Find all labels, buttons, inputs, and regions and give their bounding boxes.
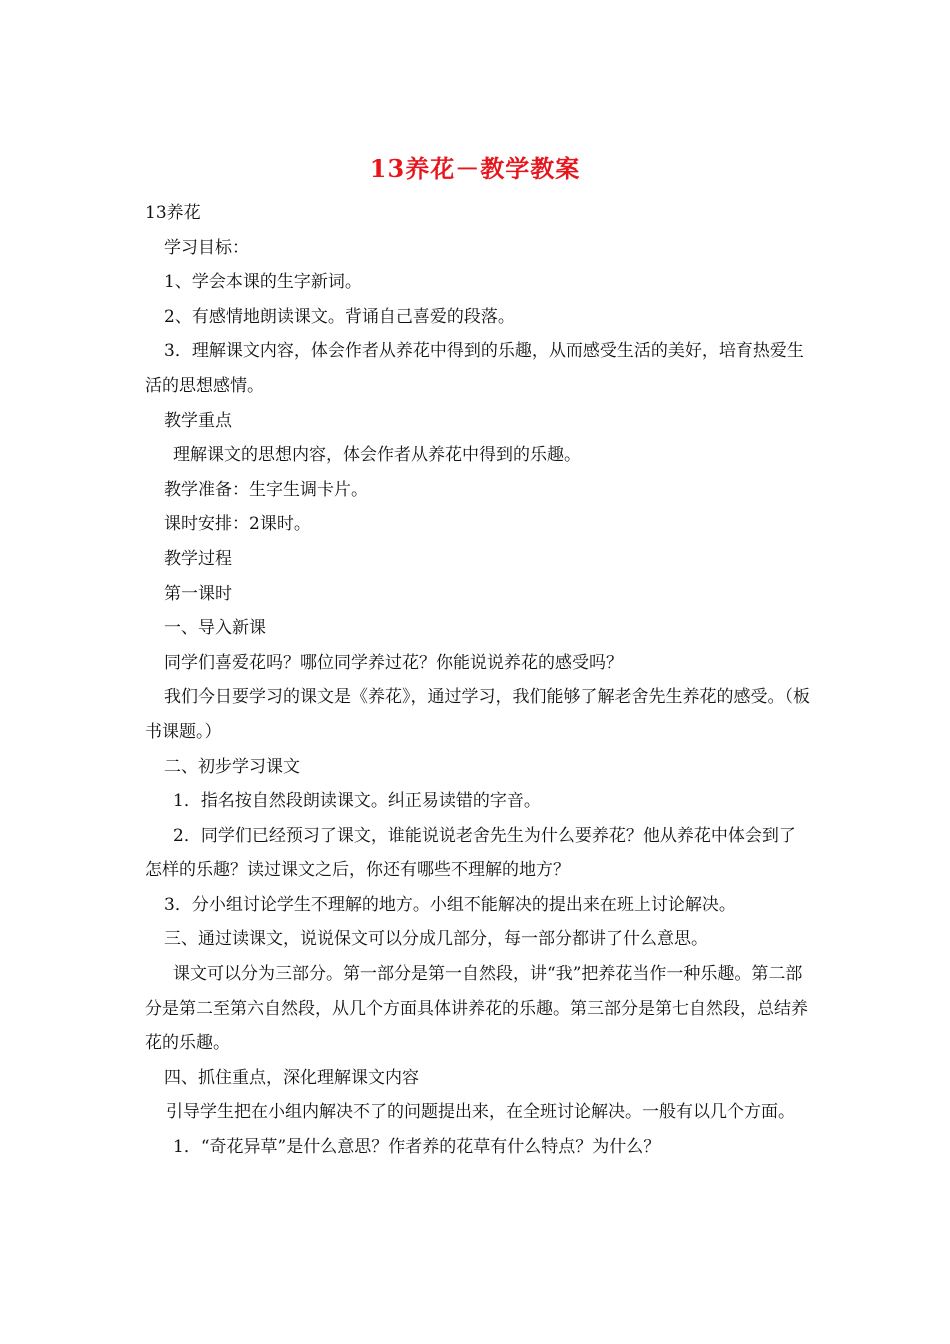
paragraph-section-4-item-1: 1．“奇花异草”是什么意思？作者养的花草有什么特点？为什么？ [173,1137,661,1158]
document-body [145,196,810,1165]
paragraph-intro-question: 同学们喜爱花吗？哪位同学养过花？你能说说养花的感受吗？ [164,652,623,673]
paragraph-key-points: 理解课文的思想内容，体会作者从养花中得到的乐趣。 [173,445,581,466]
paragraph-intro-text: 我们今日要学习的课文是《养花》，通过学习，我们能够了解老舍先生养花的感受。（板书课题。） [145,687,810,742]
paragraph-section-4-text: 引导学生把在小组内解决不了的问题提出来，在全班讨论解决。一般有以几个方面。 [166,1102,795,1123]
paragraph-section-1-heading: 一、导入新课 [164,618,266,639]
paragraph-first-lesson-heading: 第一课时 [164,583,232,604]
paragraph-goal-2: 2、有感情地朗读课文。背诵自己喜爱的段落。 [164,306,515,327]
paragraph-lesson-name: 13养花 [145,203,201,223]
paragraph-section-2-item-2: 2．同学们已经预习了课文，谁能说说老舍先生为什么要养花？他从养花中体会到了怎样的乐趣？读过课文之后，你还有哪些不理解的地方？ [145,825,796,881]
paragraph-section-4-heading: 四、抓住重点，深化理解课文内容 [164,1067,419,1088]
paragraph-section-3-heading: 三、通过读课文，说说保文可以分成几部分，每一部分都讲了什么意思。 [164,929,708,950]
paragraph-key-points-heading: 教学重点 [164,410,232,431]
paragraph-process-heading: 教学过程 [164,548,232,569]
paragraph-section-2-heading: 二、初步学习课文 [164,756,300,777]
paragraph-section-2-item-1: 1．指名按自然段朗读课文。纠正易读错的字音。 [173,791,541,812]
paragraph-learning-goals-heading: 学习目标： [164,237,249,258]
paragraph-section-3-text: 课文可以分为三部分。第一部分是第一自然段，讲“我”把养花当作一种乐趣。第二部分是第二至第六自然段，从几个方面具体讲养花的乐趣。第三部分是第七自然段，总结养花的乐趣。 [145,964,808,1054]
paragraph-section-2-item-3: 3．分小组讨论学生不理解的地方。小组不能解决的提出来在班上讨论解决。 [164,894,736,915]
paragraph-schedule: 课时安排：2课时。 [164,514,311,535]
document-title: 13养花－教学教案 [369,154,581,183]
paragraph-goal-1: 1、学会本课的生字新词。 [164,272,362,293]
paragraph-preparation: 教学准备：生字生调卡片。 [164,479,368,500]
paragraph-goal-3: 3．理解课文内容，体会作者从养花中得到的乐趣，从而感受生活的美好，培育热爱生活的思想感情。 [145,341,804,396]
